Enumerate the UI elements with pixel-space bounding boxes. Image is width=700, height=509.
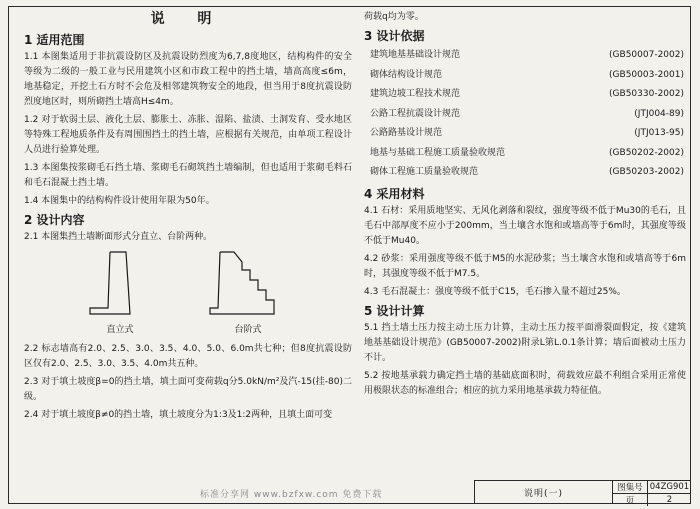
watermark: 标准分享网 www.bzfxw.com 免费下载	[200, 490, 383, 500]
reference-name: 建筑地基基础设计规范	[370, 50, 461, 60]
atlas-row	[613, 481, 691, 493]
straight-wall-figure	[80, 248, 160, 335]
section-4-heading: 4 采用材料	[364, 186, 425, 201]
reference-item	[364, 105, 686, 125]
para-1-1: 1.1 本图集适用于非抗震设防区及抗震设防烈度为6,7,8度地区，结构构件的安全等级为二级的一般工业与民用建筑小区和市政工程中的挡土墙，墙高高度≤6m，地基稳定，开挖土石方时不会危及相邻建筑物安全的地段，但当用于8度抗震设防烈度地区时，则所砌挡土墙高H≤4m。	[24, 52, 352, 107]
page-title: 说 明	[150, 11, 226, 27]
para-5-2: 5.2 按地基承载力确定挡土墙的基础底面积时，荷载效应最不利组合采用正常使用极限状态的标准组合；相应的抗力采用地基承载力特征值。	[364, 370, 686, 396]
reference-item	[364, 85, 686, 105]
reference-code: (GB50003-2001)	[609, 69, 684, 80]
reference-item	[364, 124, 686, 144]
reference-item	[364, 163, 686, 183]
para-1-3: 1.3 本图集按浆砌毛石挡土墙、浆砌毛石砌筑挡土墙编制，但也适用于浆砌毛料石和毛石混凝土挡土墙。	[24, 163, 352, 188]
atlas-label: 图集号	[613, 481, 648, 493]
reference-code: (GB50202-2002)	[609, 147, 684, 158]
atlas-number: 04ZG901	[649, 482, 690, 492]
reference-code: (GB50330-2002)	[609, 89, 684, 99]
section-3-heading: 3 设计依据	[364, 29, 425, 43]
para-2-1: 2.1 本图集挡土墙断面形式分直立、台阶两种。	[24, 232, 213, 242]
reference-code: (GB50007-2002)	[609, 50, 684, 60]
left-column	[24, 10, 352, 426]
wall-section-figures	[24, 248, 352, 340]
stepped-wall-diagram	[198, 248, 298, 320]
para-4-1: 4.1 石材：采用质地坚实、无风化剥落和裂纹，强度等级不低于Mu30的毛石，且毛石中部厚度不应小于200mm，当土壤含水饱和或墙高等于6m时，其强度等级不低于Mu40。	[364, 205, 686, 246]
para-2-4: 2.4 对于填土坡度β≠0的挡土墙，填土坡度分为1:3及1:2两种，且填土面可变	[24, 410, 333, 420]
page-row	[613, 493, 691, 506]
reference-code: (GB50203-2002)	[609, 167, 684, 177]
reference-name: 公路工程抗震设计规范	[370, 108, 461, 119]
reference-list	[364, 46, 686, 183]
para-4-3: 4.3 毛石混凝土：强度等级不低于C15，毛石掺入量不超过25%。	[364, 286, 626, 297]
stepped-wall-caption: 台阶式	[234, 325, 262, 335]
page-label: 页	[613, 494, 648, 506]
section-2-heading: 2 设计内容	[24, 213, 85, 227]
sheet-title: 说明(一)	[475, 481, 613, 504]
section-5-heading: 5 设计计算	[364, 303, 425, 318]
section-1-heading: 1 适用范围	[24, 33, 85, 47]
para-2-3: 2.3 对于填土坡度β=0的挡土墙，填土面可变荷载q分5.0kN/m²及汽-15(挂-80)二级。	[24, 377, 352, 402]
para-2-4-continued: 荷载q均为零。	[364, 12, 424, 22]
straight-wall-diagram	[80, 248, 160, 320]
para-5-1: 5.1 挡土墙土压力按主动土压力计算，主动土压力按平面滑裂面假定，按《建筑地基基础设计规范》(GB50007-2002)附录L第L.0.1条计算；墙后面被动土压力不计。	[364, 322, 686, 363]
reference-name: 砌体工程施工质量验收规范	[370, 167, 479, 177]
reference-name: 建筑边坡工程技术规范	[370, 89, 461, 99]
right-column	[364, 10, 686, 402]
reference-code: (JTJ004-89)	[634, 108, 684, 119]
para-1-2: 1.2 对于软弱土层、液化土层、膨胀土、冻胀、湿陷、盐渍、土洞发育、受水地区等特殊工程地质条件及有周围围挡土的挡土墙，应根据有关规范，由单项工程设计人员进行验算处理。	[24, 115, 352, 155]
reference-name: 砌体结构设计规范	[370, 69, 443, 80]
reference-item	[364, 46, 686, 66]
reference-item	[364, 144, 686, 164]
stepped-wall-figure	[198, 248, 298, 335]
reference-item	[364, 66, 686, 86]
straight-wall-caption: 直立式	[106, 325, 134, 335]
title-block-meta	[613, 481, 691, 504]
reference-name: 地基与基础工程施工质量验收规范	[370, 147, 506, 158]
para-4-2: 4.2 砂浆：采用强度等级不低于M5的水泥砂浆；当土壤含水饱和或墙高等于6m时，其强度等级不低于M7.5。	[364, 253, 686, 279]
page-number: 2	[666, 495, 673, 505]
para-2-2: 2.2 标志墙高有2.0、2.5、3.0、3.5、4.0、5.0、6.0m共七种；但8度抗震设防区仅有2.0、2.5、3.0、3.5、4.0m共五种。	[24, 344, 352, 369]
title-block	[474, 480, 691, 504]
reference-name: 公路路基设计规范	[370, 128, 443, 138]
reference-code: (JTJ013-95)	[634, 128, 684, 138]
para-1-4: 1.4 本图集中的结构构件设计使用年限为50年。	[24, 196, 215, 206]
